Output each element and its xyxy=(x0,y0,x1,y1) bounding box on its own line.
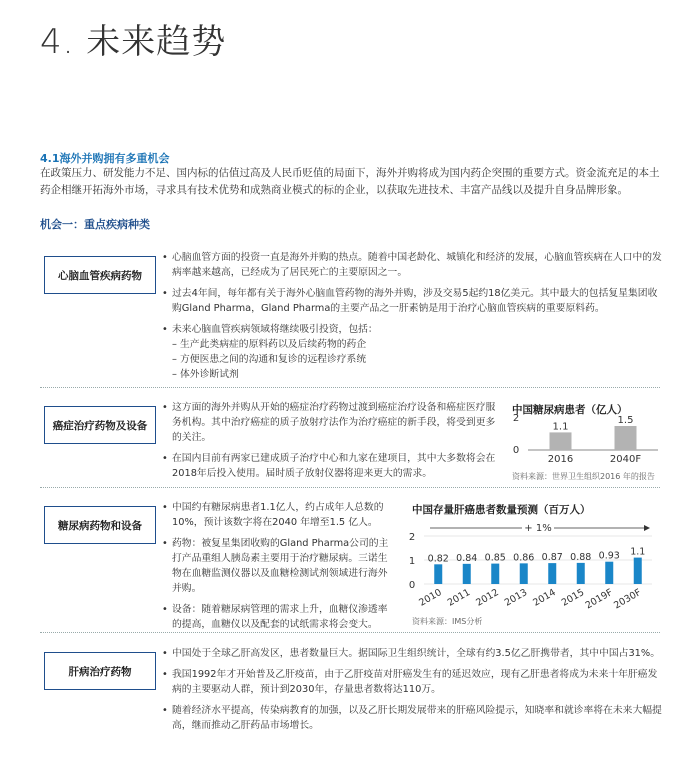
bar xyxy=(615,426,637,450)
sub-item: – 生产此类病症的原料药以及后续药物的药企 xyxy=(172,339,367,350)
sub-list xyxy=(172,337,662,382)
data-label: 0.82 xyxy=(427,553,449,565)
category-box-cardio xyxy=(44,256,156,294)
bullet-item: • 心脑血管方面的投资一直是海外并购的热点。随着中国老龄化、城镇化和经济的发展，心脑血管疾病在人口中的发病率越来越高，已经成为了居民死亡的主要原因之一。 xyxy=(162,250,662,280)
data-label: 0.85 xyxy=(484,552,506,564)
y-tick-label: 1 xyxy=(408,556,416,567)
bar xyxy=(434,564,442,584)
divider xyxy=(40,632,660,633)
x-tick-label: 2040F xyxy=(609,454,642,465)
data-label: 0.93 xyxy=(598,550,620,562)
x-tick-label: 2019F xyxy=(583,587,615,612)
bullet-item: • 随着经济水平提高，传染病教育的加强，以及乙肝长期发展带来的肝癌风险提示，知晓率和就诊率将在未来大幅提高，继而推动乙肝药品市场增长。 xyxy=(162,703,662,733)
category-label: 肝病治疗药物 xyxy=(68,665,132,678)
diabetes-chart xyxy=(508,414,668,470)
cardio-bullets xyxy=(162,250,662,388)
data-label: 0.87 xyxy=(541,552,563,564)
opportunity-title: 机会一：重点疾病种类 xyxy=(40,218,150,231)
bullet-item: • 设备：随着糖尿病管理的需求上升，血糖仪渗透率的提高，血糖仪以及配套的试纸需求将会变大。 xyxy=(162,602,397,632)
data-label: 1.1 xyxy=(552,421,569,433)
bullet-item: • 这方面的海外并购从开始的癌症治疗药物过渡到癌症治疗设备和癌症医疗服务机构。其中治疗癌症的质子放射疗法作为治疗癌症的新手段，将受到更多的关注。 xyxy=(162,400,497,445)
bullet-item: • 在国内目前有两家已建成质子治疗中心和九家在建项目，其中大多数将会在2018年后投入使用。届时质子放射仪器将迎来更大的需求。 xyxy=(162,451,497,481)
x-tick-label: 2013 xyxy=(502,587,530,609)
bar xyxy=(463,564,471,584)
bullet-item xyxy=(162,322,662,382)
x-tick-label: 2012 xyxy=(474,587,501,609)
category-label: 心脑血管疾病药物 xyxy=(58,269,142,282)
page-title: 4. 未来趋势 xyxy=(40,22,227,62)
x-tick-label: 2030F xyxy=(612,587,644,612)
category-box-liver xyxy=(44,652,156,690)
category-box-diabetes xyxy=(44,506,156,544)
bar xyxy=(634,558,642,584)
liver-bullets xyxy=(162,646,662,739)
bullet-item: • 药物：被复星集团收购的Gland Pharma公司的主打产品重组人胰岛素主要用于治疗糖尿病。三诺生物在血糖监测仪器以及血糖检测试剂领域进行海外并购。 xyxy=(162,536,397,596)
category-box-cancer xyxy=(44,406,156,444)
liver-cancer-chart xyxy=(402,516,662,614)
bullet-item: • 中国处于全球乙肝高发区，患者数量巨大。据国际卫生组织统计，全球有约3.5亿乙肝携带者，其中中国占31%。 xyxy=(162,646,662,661)
bullet-item: • 过去4年间，每年都有关于海外心脑血管药物的海外并购，涉及交易5起约18亿美元。其中最大的包括复星集团收购Gland Pharma，Gland Pharma的主要产品之一肝素钠是用于治疗心脑血管疾病的重要原料药。 xyxy=(162,286,662,316)
bullet-item: • 我国1992年才开始普及乙肝疫苗，由于乙肝疫苗对肝癌发生有的延迟效应，现有乙肝患者将成为未来十年肝癌发病的主要驱动人群，预计到2030年，存量患者数将达110万。 xyxy=(162,667,662,697)
divider xyxy=(40,487,660,488)
chart1-title: 中国糖尿病患者（亿人） xyxy=(512,404,628,416)
growth-annotation: + 1% xyxy=(524,523,552,534)
bullet-text: 未来心脑血管疾病领域将继续吸引投资，包括： xyxy=(172,324,378,335)
divider xyxy=(40,387,660,388)
cancer-bullets xyxy=(162,400,497,487)
data-label: 1.5 xyxy=(617,415,634,426)
chart2-source: 资料来源：IMS分析 xyxy=(412,617,483,626)
bar xyxy=(548,563,556,584)
y-tick-label: 0 xyxy=(408,580,416,591)
section-title: 4.1海外并购拥有多重机会 xyxy=(40,152,170,165)
bar xyxy=(550,432,572,450)
bullet-item: • 中国约有糖尿病患者1.1亿人，约占成年人总数的10%，预计该数字将在2040 年增至1.5 亿人。 xyxy=(162,500,397,530)
x-tick-label: 2010 xyxy=(417,587,444,609)
diabetes-bullets xyxy=(162,500,397,638)
y-tick-label: 2 xyxy=(408,532,416,543)
data-label: 1.1 xyxy=(630,546,646,558)
bar xyxy=(520,563,528,584)
x-tick-label: 2016 xyxy=(547,454,574,465)
x-tick-label: 2014 xyxy=(531,587,558,609)
data-label: 0.86 xyxy=(513,552,535,564)
bar xyxy=(605,562,613,584)
sub-item: – 体外诊断试剂 xyxy=(172,369,239,380)
bar xyxy=(577,563,585,584)
data-label: 0.88 xyxy=(570,551,592,563)
chart1-source: 资料来源：世界卫生组织2016 年的报告 xyxy=(512,472,655,481)
x-tick-label: 2015 xyxy=(559,587,587,609)
x-tick-label: 2011 xyxy=(445,587,473,609)
category-label: 糖尿病药物和设备 xyxy=(58,519,142,532)
sub-item: – 方便医患之间的沟通和复诊的远程诊疗系统 xyxy=(172,354,367,365)
bar xyxy=(491,564,499,584)
intro-paragraph: 在政策压力、研发能力不足、国内标的估值过高及人民币贬值的局面下，海外并购将成为国内药企突围的重要方式。资金流充足的本土药企相继开拓海外市场，寻求具有技术优势和成熟商业模式的标的企业，以获取先进技术、丰富产品线以及提升自身品牌形象。 xyxy=(40,167,660,196)
growth-arrow-head xyxy=(644,525,650,531)
category-label: 癌症治疗药物及设备 xyxy=(52,419,148,432)
chart2-title: 中国存量肝癌患者数量预测（百万人） xyxy=(412,504,591,516)
data-label: 0.84 xyxy=(456,552,478,564)
y-tick-label: 0 xyxy=(512,445,520,456)
y-tick-label: 2 xyxy=(512,414,520,424)
